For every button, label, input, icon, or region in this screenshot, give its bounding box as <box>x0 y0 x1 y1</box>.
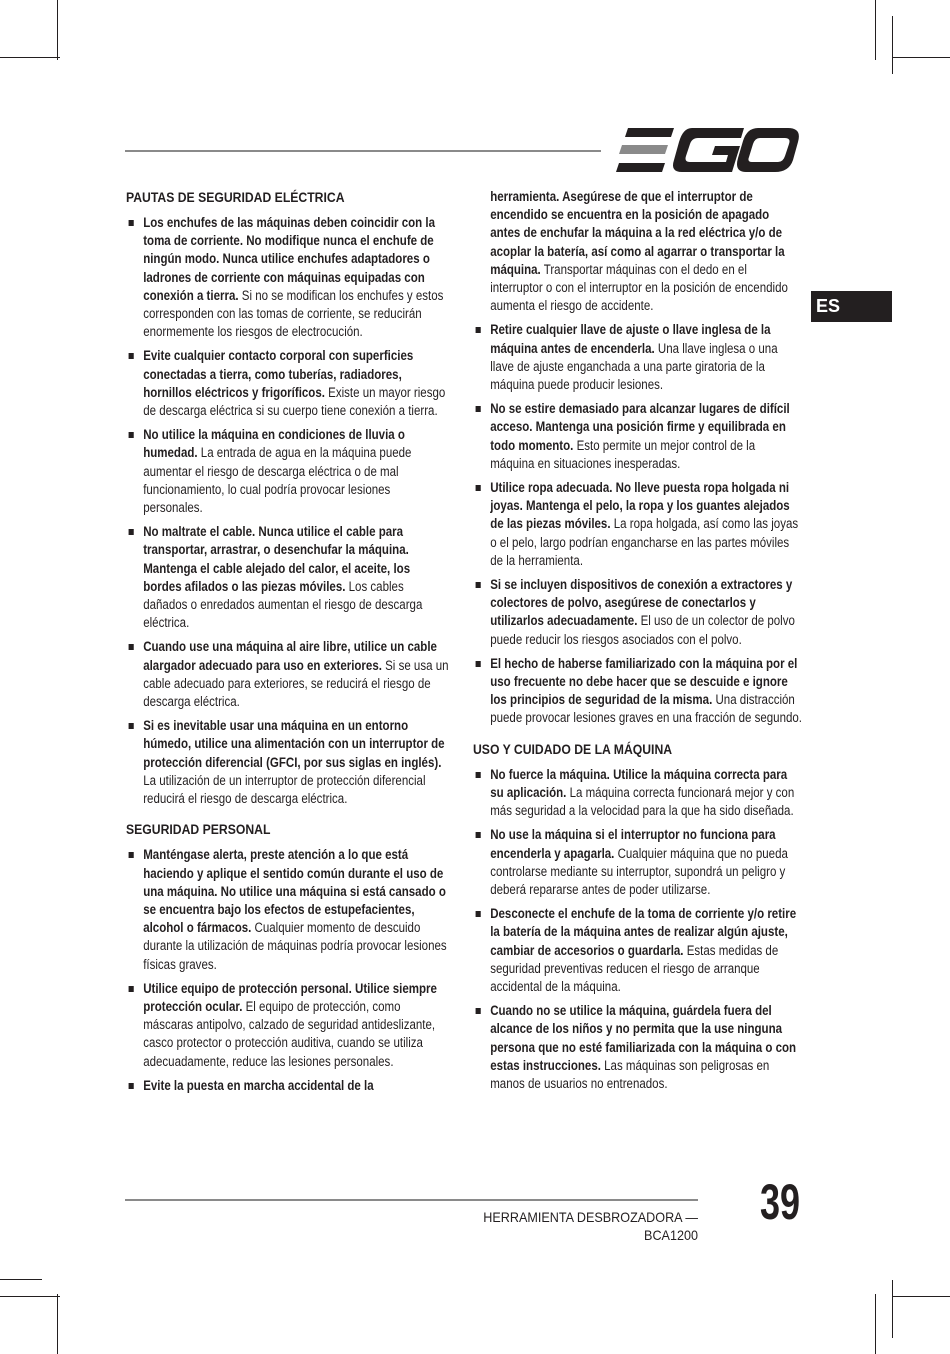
list-item-continued <box>473 188 802 315</box>
crop-mark <box>892 57 950 58</box>
item-text: Si se usa un cable adecuado para exteriores, se reducirá el riesgo de descarga eléctrica. <box>143 657 449 710</box>
list-item <box>473 826 802 899</box>
item-bold: No fuerce la máquina. Utilice la máquina correcta para su aplicación. <box>490 766 788 800</box>
item-text: El equipo de protección, como máscaras antipolvo, calzado de seguridad antideslizante, casco protector o protección auditiva, cuando se utiliza adecuadamente, reduce las lesiones personales. <box>143 998 436 1069</box>
item-text: El uso de un colector de polvo puede reducir los riesgos asociados con el polvo. <box>490 613 795 647</box>
item-bold: Si se incluyen dispositivos de conexión a extractores y colectores de polvo, asegúrese de conectarlos y utilizarlos adecuadamente. <box>490 577 793 629</box>
machine-use-care-list <box>473 766 802 1093</box>
ego-logo <box>616 128 800 172</box>
list-item <box>126 1077 449 1095</box>
crop-mark <box>57 1294 58 1354</box>
list-item <box>473 1002 802 1093</box>
list-item <box>473 321 802 394</box>
item-text: Cualquier momento de descuido durante la utilización de máquinas podría provocar lesiones físicas graves. <box>143 920 447 972</box>
item-text: La entrada de agua en la máquina puede aumentar el riesgo de descarga eléctrica o de mal funcionamiento, lo cual podría provocar lesiones personales. <box>143 445 412 516</box>
item-bold: Los enchufes de las máquinas deben coincidir con la toma de corriente. No modifique nunca el enchufe de ningún modo. Nunca utilice enchufes adaptadores o ladrones de corriente con máquinas equipadas con conexión a tierra. <box>143 215 436 303</box>
item-text: Los cables dañados o enredados aumentan el riesgo de descarga eléctrica. <box>143 578 423 631</box>
item-text: Una llave inglesa o una llave de ajuste enganchada a una parte giratoria de la máquina puede producir lesiones. <box>490 340 778 393</box>
header-rule <box>125 150 601 152</box>
item-text: Una distracción puede provocar lesiones graves en una fracción de segundo. <box>490 692 802 726</box>
crop-mark <box>875 1294 876 1354</box>
list-item <box>126 846 449 973</box>
item-text: Las máquinas son peligrosas en manos de usuarios no entrenados. <box>490 1057 770 1091</box>
personal-safety-list-continued <box>473 188 802 728</box>
list-item <box>473 576 802 649</box>
item-bold: Evite cualquier contacto corporal con superficies conectadas a tierra, como tuberías, radiadores, hornillos eléctricos y frigoríficos. <box>143 348 414 400</box>
item-text: Transportar máquinas con el dedo en el interruptor o con el interruptor en la posición de encendido aumenta el riesgo de accidente. <box>490 261 788 314</box>
item-bold: Evite la puesta en marcha accidental de la <box>143 1077 374 1093</box>
item-bold: Desconecte el enchufe de la toma de corriente y/o retire la batería de la máquina antes de realizar algún ajuste, cambiar de accesorios o guardarla. <box>490 906 797 958</box>
item-bold: Cuando no se utilice la máquina, guárdela fuera del alcance de los niños y no permita que la use ninguna persona que no esté familiarizada con la máquina o con estas instrucciones. <box>490 1003 797 1073</box>
crop-mark <box>892 1280 893 1338</box>
list-item <box>126 426 449 517</box>
footer-product-name: HERRAMIENTA DESBROZADORA — BCA1200 <box>483 1209 698 1243</box>
item-text: Estas medidas de seguridad preventivas reducen el riesgo de arranque accidental de la máquina. <box>490 942 779 994</box>
electrical-safety-list <box>126 214 449 808</box>
list-item <box>473 400 802 473</box>
language-tab: ES <box>811 291 892 322</box>
section-title-personal-safety: SEGURIDAD PERSONAL <box>126 822 271 839</box>
crop-mark <box>875 0 876 60</box>
item-text: La máquina correcta funcionará mejor y con más seguridad a la velocidad para la que ha sido diseñada. <box>490 784 795 819</box>
crop-mark <box>57 0 58 60</box>
list-item <box>473 655 802 728</box>
crop-mark <box>0 1279 42 1280</box>
right-column <box>473 188 802 1099</box>
list-item <box>473 905 802 996</box>
crop-mark <box>0 57 60 58</box>
personal-safety-list <box>126 846 449 1095</box>
item-bold: Manténgase alerta, preste atención a lo que está haciendo y aplique el sentido común durante el uso de una máquina. No utilice una máquina si está cansado o se encuentra bajo los efectos de estupefacientes, alcohol o fármacos. <box>143 847 446 936</box>
item-text: Esto permite un mejor control de la máquina en situaciones inesperadas. <box>490 437 756 471</box>
item-bold: No se estire demasiado para alcanzar lugares de difícil acceso. Mantenga una posición firme y equilibrada en todo momento. <box>490 401 790 453</box>
crop-mark <box>0 1296 60 1297</box>
list-item <box>126 980 449 1071</box>
crop-mark <box>892 1296 950 1297</box>
item-bold: Retire cualquier llave de ajuste o llave inglesa de la máquina antes de encenderla. <box>490 322 771 356</box>
list-item <box>126 523 449 632</box>
item-text: La ropa holgada, así como las joyas o el pelo, largo podrían engancharse en las partes móviles de la herramienta. <box>490 516 799 568</box>
list-item <box>126 214 449 341</box>
item-text: La utilización de un interruptor de protección diferencial reducirá el riesgo de descarga eléctrica. <box>143 772 426 807</box>
section-title-machine-use-care: USO Y CUIDADO DE LA MÁQUINA <box>473 741 673 758</box>
item-bold: Utilice equipo de protección personal. Utilice siempre protección ocular. <box>143 980 437 1014</box>
item-bold: No maltrate el cable. Nunca utilice el cable para transportar, arrastrar, o desenchufar la máquina. Mantenga el cable alejado del calor, el aceite, los bordes afilados o las piezas móviles. <box>143 524 411 594</box>
list-item <box>473 479 802 570</box>
left-column <box>126 188 449 1101</box>
item-bold: herramienta. Asegúrese de que el interruptor de encendido se encuentra en la posición de apagado antes de enchufar la máquina a la red eléctrica y/o de acoplar la batería, así como al agarrar o transportar la máquina. <box>490 189 785 277</box>
crop-mark <box>892 16 893 74</box>
item-bold: No utilice la máquina en condiciones de lluvia o humedad. <box>143 427 405 461</box>
item-bold: Cuando use una máquina al aire libre, utilice un cable alargador adecuado para uso en exteriores. <box>143 639 437 673</box>
item-bold: El hecho de haberse familiarizado con la máquina por el uso frecuente no debe hacer que se descuide e ignore los principios de seguridad de la misma. <box>490 655 798 708</box>
list-item <box>126 717 449 808</box>
item-bold: No use la máquina si el interruptor no funciona para encenderla y apagarla. <box>490 827 776 861</box>
item-text: Si no se modifican los enchufes y estos corresponden con las tomas de corriente, se reducirán enormemente los riesgos de electrocución. <box>143 287 444 340</box>
item-bold: Utilice ropa adecuada. No lleve puesta ropa holgada ni joyas. Mantenga el pelo, la ropa y los guantes alejados de las piezas móviles. <box>490 480 790 532</box>
page-number: 39 <box>759 1174 801 1230</box>
footer-rule <box>125 1199 698 1201</box>
list-item <box>126 638 449 711</box>
item-text: Existe un mayor riesgo de descarga eléctrica si su cuerpo tiene conexión a tierra. <box>143 384 446 419</box>
section-title-electrical-safety: PAUTAS DE SEGURIDAD ELÉCTRICA <box>126 190 345 206</box>
item-bold: Si es inevitable usar una máquina en un entorno húmedo, utilice una alimentación con un interruptor de protección diferencial (GFCI, por sus siglas en inglés). <box>143 718 445 770</box>
list-item <box>126 347 449 420</box>
item-text: Cualquier máquina que no pueda controlarse mediante su interruptor, supondrá un peligro y deberá repararse antes de poder utilizarse. <box>490 845 788 897</box>
list-item <box>473 766 802 821</box>
